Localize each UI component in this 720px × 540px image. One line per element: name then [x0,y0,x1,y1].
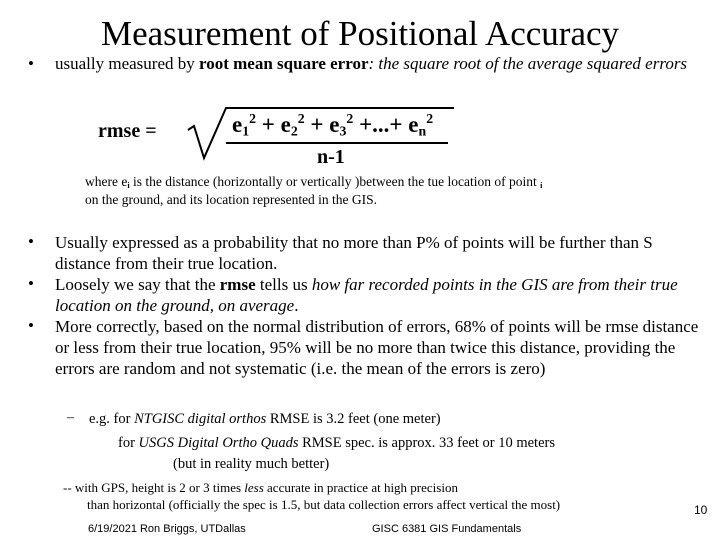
bullet-probability: Usually expressed as a probability that no more than P% of points will be further than S distance from their true location. [55,233,653,273]
bullet-marker: • [28,316,34,335]
bullet-marker: • [28,232,34,251]
intro-text-bold: root mean square error [199,54,369,73]
fraction-line [226,142,448,144]
formula-label: rmse = [98,120,157,142]
bullet-normal-distribution: More correctly, based on the normal distribution of errors, 68% of points will be rmse distance or less from their true location, 95% will be no more than twice this distance, providing the errors are random and not systematic (i.e. the mean of the errors is zero) [55,317,699,378]
sub-example-ntgisc: e.g. for NTGISC digital orthos RMSE is 3.2 feet (one meter) [89,411,441,427]
sub-example-usgs: for USGS Digital Ortho Quads RMSE spec. is approx. 33 feet or 10 meters [118,435,555,451]
gps-note-line1: -- with GPS, height is 2 or 3 times less accurate in practice at high precision [63,480,458,495]
intro-text-a: usually measured by [55,54,199,73]
bullet-loosely: Loosely we say that the rmse tells us how far recorded points in the GIS are from their true location on the ground, on average. [55,275,678,315]
sub-bullet-marker: – [67,410,74,425]
footer-left: 6/19/2021 Ron Briggs, UTDallas [88,523,246,535]
footer-center: GISC 6381 GIS Fundamentals [372,523,522,535]
intro-text-italic: : the square root of the average squared errors [368,54,688,73]
page-number: 10 [694,503,708,517]
main-bullets [55,232,700,379]
slide-title: Measurement of Positional Accuracy [100,14,620,53]
gps-note-line2: than horizontal (officially the spec is 1.5, but data collection errors affect vertical the most) [87,497,561,512]
formula-numerator: $e_1^2 + e_2^2 + e_3^2$ +...+ $e_n^2$ [232,111,434,139]
formula-note: where $e_i$ is the distance (horizontally or vertically )between the tue location of point $_i$ on the ground, and its location represented in the GIS. [85,174,543,207]
bullet-marker: • [28,274,34,293]
formula-denominator: n-1 [317,146,345,168]
bullet-marker: • [28,54,34,73]
sub-example-note: (but in reality much better) [173,456,330,472]
intro-bullet [55,54,695,74]
